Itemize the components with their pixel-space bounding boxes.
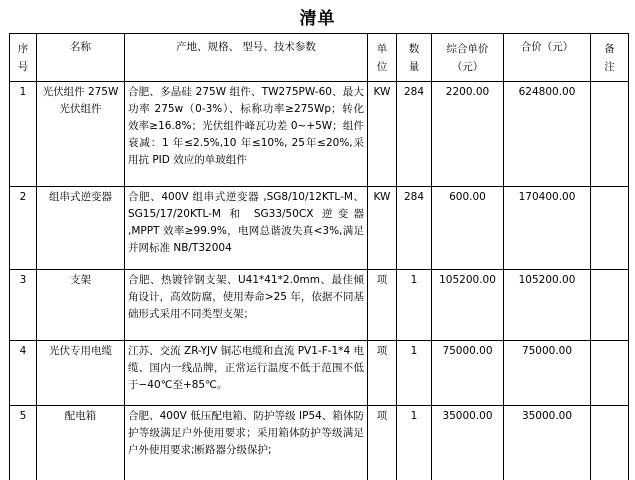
cell-remark (591, 270, 629, 341)
cell-unit-price: 35000.00 (432, 406, 504, 480)
cell-name: 支架 (37, 270, 125, 341)
cell-qty: 284 (397, 187, 432, 270)
cell-qty: 1 (397, 270, 432, 341)
cell-unit: 项 (368, 341, 397, 406)
cell-seq: 3 (10, 270, 37, 341)
cell-remark (591, 82, 629, 187)
header-name: 名称 (37, 34, 125, 82)
table-header-row (10, 34, 629, 82)
table-row (10, 406, 629, 480)
cell-unit: KW (368, 187, 397, 270)
cell-total: 75000.00 (504, 341, 591, 406)
cell-unit: KW (368, 82, 397, 187)
table-row (10, 341, 629, 406)
cell-qty: 1 (397, 406, 432, 480)
header-remark: 备注 (591, 34, 629, 82)
cell-seq: 2 (10, 187, 37, 270)
cell-spec: 合肥、400V 组串式逆变器 ,SG8/10/12KTL-M、SG15/17/20KTL-M 和 SG33/50CX 逆变器 ,MPPT 效率≥99.9%，电网总谐波失真<3%,满足并网标准 NB/T32004 (125, 187, 368, 270)
header-seq: 序号 (10, 34, 37, 82)
cell-seq: 1 (10, 82, 37, 187)
cell-unit-price: 2200.00 (432, 82, 504, 187)
header-unit: 单位 (368, 34, 397, 82)
cell-name: 光伏组件 275W 光伏组件 (37, 82, 125, 187)
cell-unit-price: 105200.00 (432, 270, 504, 341)
cell-name: 光伏专用电缆 (37, 341, 125, 406)
cell-name: 配电箱 (37, 406, 125, 480)
header-qty: 数量 (397, 34, 432, 82)
cell-total: 35000.00 (504, 406, 591, 480)
cell-remark (591, 406, 629, 480)
table-row (10, 187, 629, 270)
cell-unit-price: 75000.00 (432, 341, 504, 406)
cell-total: 105200.00 (504, 270, 591, 341)
header-total: 合价（元） (504, 34, 591, 82)
cell-seq: 4 (10, 341, 37, 406)
cell-spec: 合肥、400V 低压配电箱、防护等级 IP54、箱体防护等级满足户外使用要求；采用箱体防护等级满足户外使用要求;断路器分级保护; (125, 406, 368, 480)
cell-total: 624800.00 (504, 82, 591, 187)
cell-seq: 5 (10, 406, 37, 480)
cell-spec: 合肥、多晶硅 275W 组件、TW275PW-60、最大功率 275w（0-3%）、标称功率≥275Wp；转化效率≥16.8%；光伏组件峰瓦功差 0~+5W；组件衰减：1 年≤2.5%,10 年≤10%, 25年≤20%,采用抗 PID 效应的单玻组件 (125, 82, 368, 187)
table-row (10, 270, 629, 341)
cell-total: 170400.00 (504, 187, 591, 270)
cell-qty: 284 (397, 82, 432, 187)
page-title: 清单 (299, 9, 336, 29)
cell-unit-price: 600.00 (432, 187, 504, 270)
table-row (10, 82, 629, 187)
cell-unit: 项 (368, 406, 397, 480)
header-spec: 产地、规格、 型号、技术参数 (125, 34, 368, 82)
bill-table (9, 33, 629, 480)
cell-spec: 合肥、热镀锌钢支架、U41*41*2.0mm、最佳倾角设计，高效防腐，使用寿命>25 年，依据不同基础形式采用不同类型支架； (125, 270, 368, 341)
header-unit-price: 综合单价（元） (432, 34, 504, 82)
cell-remark (591, 187, 629, 270)
cell-unit: 项 (368, 270, 397, 341)
cell-remark (591, 341, 629, 406)
cell-spec: 江苏、交流 ZR-YJV 铜芯电缆和直流 PV1-F-1*4 电缆、国内一线品牌，正常运行温度不低于范围不低于−40℃至+85℃。 (125, 341, 368, 406)
cell-name: 组串式逆变器 (37, 187, 125, 270)
cell-qty: 1 (397, 341, 432, 406)
